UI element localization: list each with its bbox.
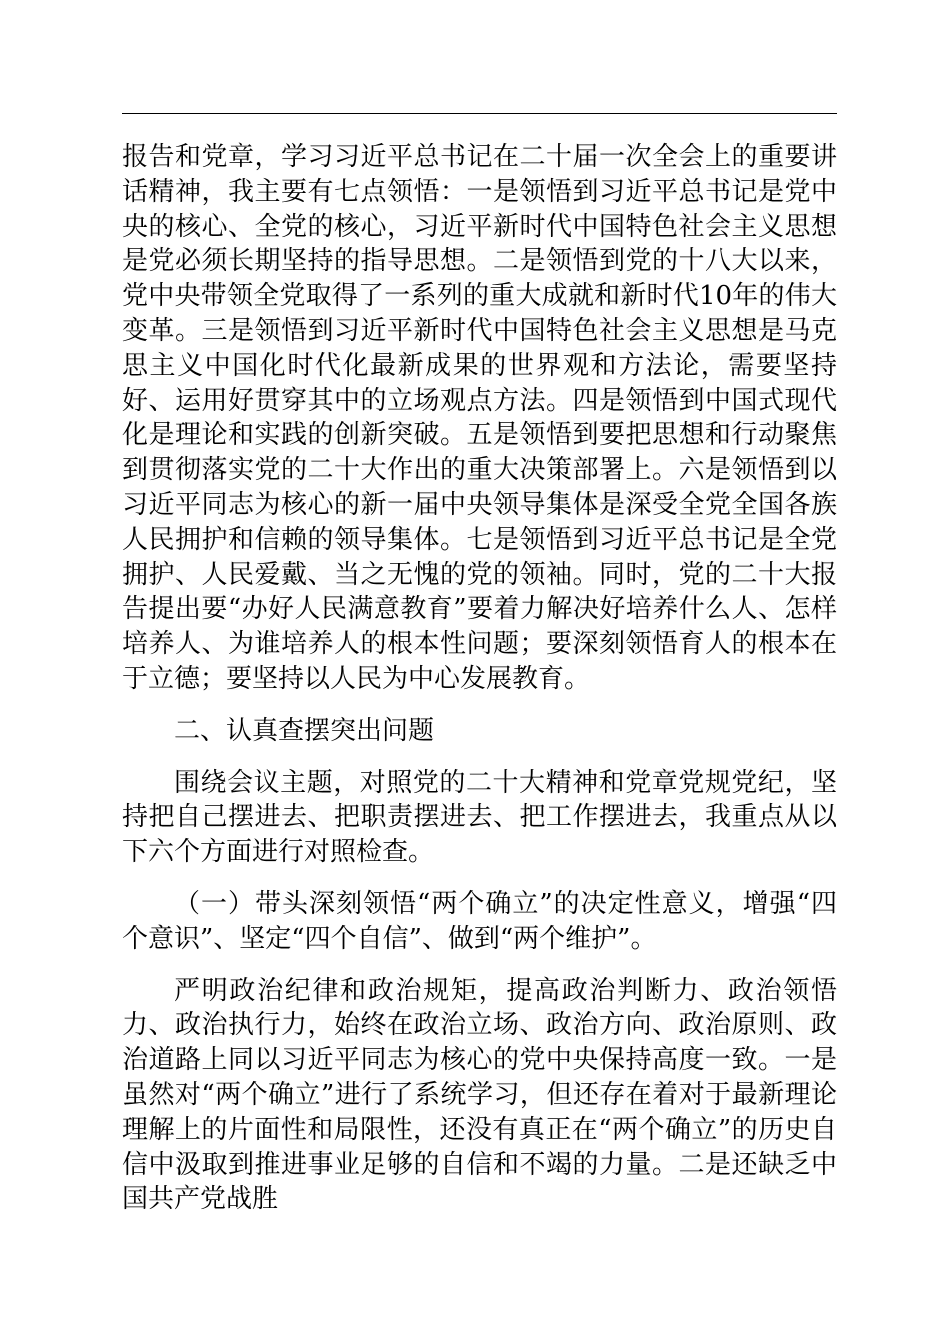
section-heading-problems: 二、认真查摆突出问题 bbox=[174, 715, 435, 746]
paragraph-inspection-intro: 围绕会议主题，对照党的二十大精神和党章党规党纪，坚持把自己摆进去、把职责摆进去、把工作摆进去，我重点从以下六个方面进行对照检查。 bbox=[122, 767, 837, 868]
paragraph-study-insights: 报告和党章，学习习近平总书记在二十届一次全会上的重要讲话精神，我主要有七点领悟：一是领悟到习近平总书记是党中央的核心、全党的核心，习近平新时代中国特色社会主义思想是党必须长期坚持的指导思想。二是领悟到党的十八大以来，党中央带领全党取得了一系列的重大成就和新时代10年的伟大变革。三是领悟到习近平新时代中国特色社会主义思想是马克思主义中国化时代化最新成果的世界观和方法论，需要坚持好、运用好贯穿其中的立场观点方法。四是领悟到中国式现代化是理论和实践的创新突破。五是领悟到要把思想和行动聚焦到贯彻落实党的二十大作出的重大决策部署上。六是领悟到以习近平同志为核心的新一届中央领导集体是深受全党全国各族人民拥护和信赖的领导集体。七是领悟到习近平总书记是全党拥护、人民爱戴、当之无愧的党的领袖。同时，党的二十大报告提出要“办好人民满意教育”要着力解决好培养什么人、怎样培养人、为谁培养人的根本性问题；要深刻领悟育人的根本在于立德；要坚持以人民为中心发展教育。 bbox=[122, 142, 837, 694]
header-rule bbox=[122, 113, 837, 114]
document-body bbox=[122, 140, 837, 1217]
subsection-heading-one: （一）带头深刻领悟“两个确立”的决定性意义，增强“四个意识”、坚定“四个自信”、做到“两个维护”。 bbox=[122, 888, 837, 954]
paragraph-political-discipline: 严明政治纪律和政治规矩，提高政治判断力、政治领悟力、政治执行力，始终在政治立场、政治方向、政治原则、政治道路上同以习近平同志为核心的党中央保持高度一致。一是虽然对“两个确立”进行了系统学习，但还存在着对于最新理论理解上的片面性和局限性，还没有真正在“两个确立”的历史自信中汲取到推进事业足够的自信和不竭的力量。二是还缺乏中国共产党战胜 bbox=[122, 975, 837, 1215]
